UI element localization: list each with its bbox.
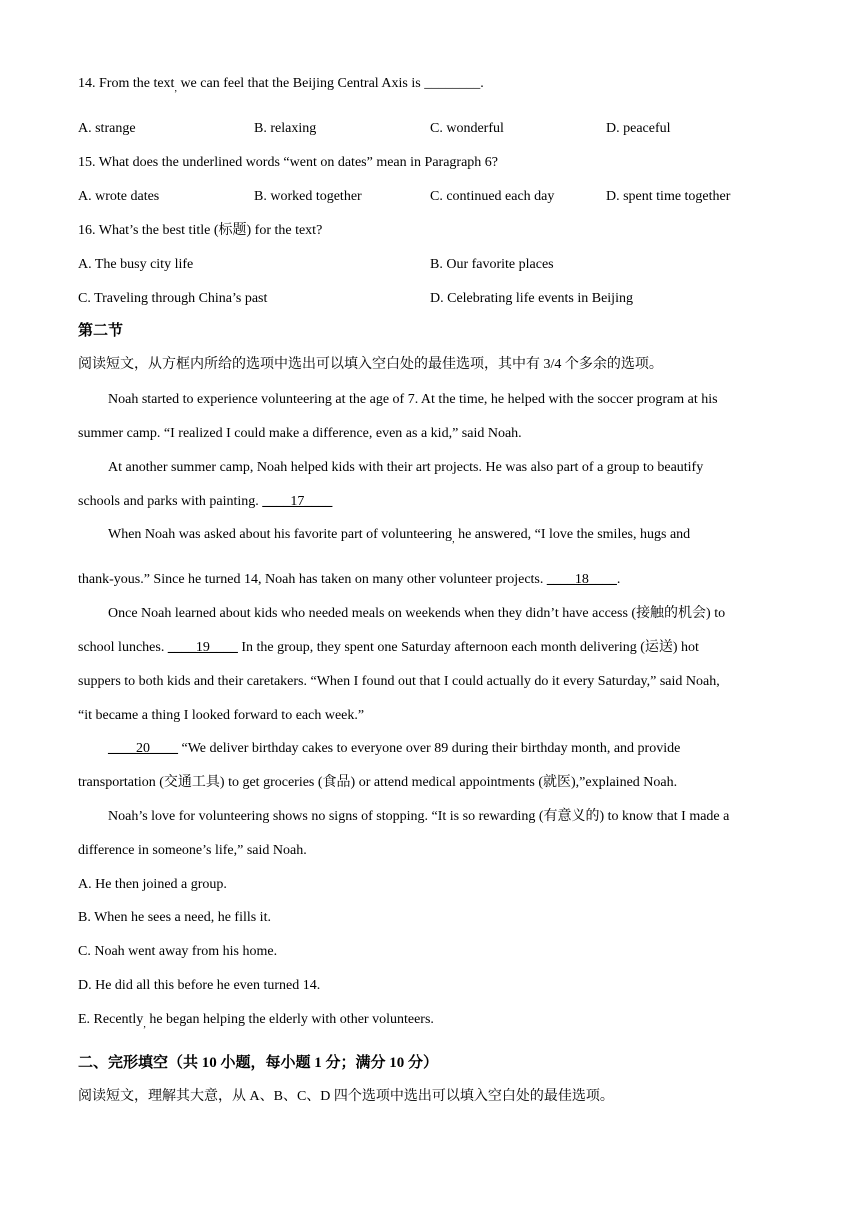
choice-b: B. When he sees a need, he fills it. [78,910,271,925]
choice-e-part2: he began helping the elderly with other volunteers. [145,1012,434,1027]
passage-line-11-text: “We deliver birthday cakes to everyone over 89 during their birthday month, and provide [178,741,681,756]
q14-stem-part2: we can feel that the Beijing Central Axis is ________. [176,76,484,91]
q16-option-c: C. Traveling through China’s past [78,291,268,306]
passage-line-3: At another summer camp, Noah helped kids with their art projects. He was also part of a group to beautify [108,460,704,475]
passage-line-14: difference in someone’s life,” said Noah. [78,843,307,858]
passage-line-8 [78,639,699,657]
passage-line-4 [78,493,332,511]
q15-option-d: D. spent time together [606,189,731,204]
passage-line-9: suppers to both kids and their caretakers. “When I found out that I could actually do it every Saturday,” said Noah, [78,674,720,689]
choice-e-part1: E. Recently [78,1012,144,1027]
q14-option-a: A. strange [78,121,136,136]
q15-stem: 15. What does the underlined words “went on dates” mean in Paragraph 6? [78,155,498,170]
q16-option-a: A. The busy city life [78,257,194,272]
choice-e [78,1011,434,1030]
q16-option-b: B. Our favorite places [430,257,554,272]
blank-18[interactable]: ____18____ [546,572,617,587]
passage-line-6-end: . [616,572,621,587]
q14-stem-comma: , [174,83,177,94]
q15-option-c: C. continued each day [430,189,555,204]
passage-line-4-text: schools and parks with painting. [78,494,263,509]
passage-line-13: Noah’s love for volunteering shows no signs of stopping. “It is so rewarding (有意义的) to know that I made a [108,809,730,824]
section-instructions: 阅读短文，从方框内所给的选项中选出可以填入空白处的最佳选项，其中有 3/4 个多余的选项。 [78,357,663,372]
choice-a: A. He then joined a group. [78,877,227,892]
q14-option-c: C. wonderful [430,121,504,136]
passage-line-11 [108,740,680,758]
q15-option-b: B. worked together [254,189,362,204]
passage-line-10: “it became a thing I looked forward to each week.” [78,708,365,723]
q14-stem-part1: 14. From the text [78,76,175,91]
part2-heading: 二、完形填空（共 10 小题，每小题 1 分；满分 10 分） [78,1055,439,1071]
passage-line-5-part1: When Noah was asked about his favorite part of volunteering [108,527,453,542]
passage-line-6 [78,571,620,589]
passage-line-8-part1: school lunches. [78,640,168,655]
blank-20[interactable]: ____20____ [108,741,178,756]
passage-line-6-text: thank-yous.” Since he turned 14, Noah has taken on many other volunteer projects. [78,572,547,587]
q14-option-d: D. peaceful [606,121,671,136]
choice-d: D. He did all this before he even turned 14. [78,978,321,993]
part2-instructions: 阅读短文，理解其大意，从 A、B、C、D 四个选项中选出可以填入空白处的最佳选项。 [78,1089,614,1104]
passage-line-7: Once Noah learned about kids who needed meals on weekends when they didn’t have access (接触的机会) to [108,606,726,621]
passage-line-5 [108,526,690,545]
q15-option-a: A. wrote dates [78,189,160,204]
passage-line-1: Noah started to experience volunteering at the age of 7. At the time, he helped with the soccer program at his [108,392,718,407]
q14-option-b: B. relaxing [254,121,317,136]
passage-line-5-part2: he answered, “I love the smiles, hugs and [454,527,691,542]
passage-line-12: transportation (交通工具) to get groceries (食品) or attend medical appointments (就医),”explained Noah. [78,775,678,790]
passage-line-2: summer camp. “I realized I could make a difference, even as a kid,” said Noah. [78,426,522,441]
passage-line-5-comma: , [452,534,455,545]
passage-line-8-part2: In the group, they spent one Saturday afternoon each month delivering (运送) hot [237,640,699,655]
q16-option-d: D. Celebrating life events in Beijing [430,291,633,306]
choice-c: C. Noah went away from his home. [78,944,278,959]
section-heading: 第二节 [78,323,124,339]
blank-19[interactable]: ____19____ [167,640,238,655]
q16-stem: 16. What’s the best title (标题) for the text? [78,223,323,238]
choice-e-comma: , [143,1019,146,1030]
q14-stem [78,75,484,94]
blank-17[interactable]: ____17____ [262,494,333,509]
